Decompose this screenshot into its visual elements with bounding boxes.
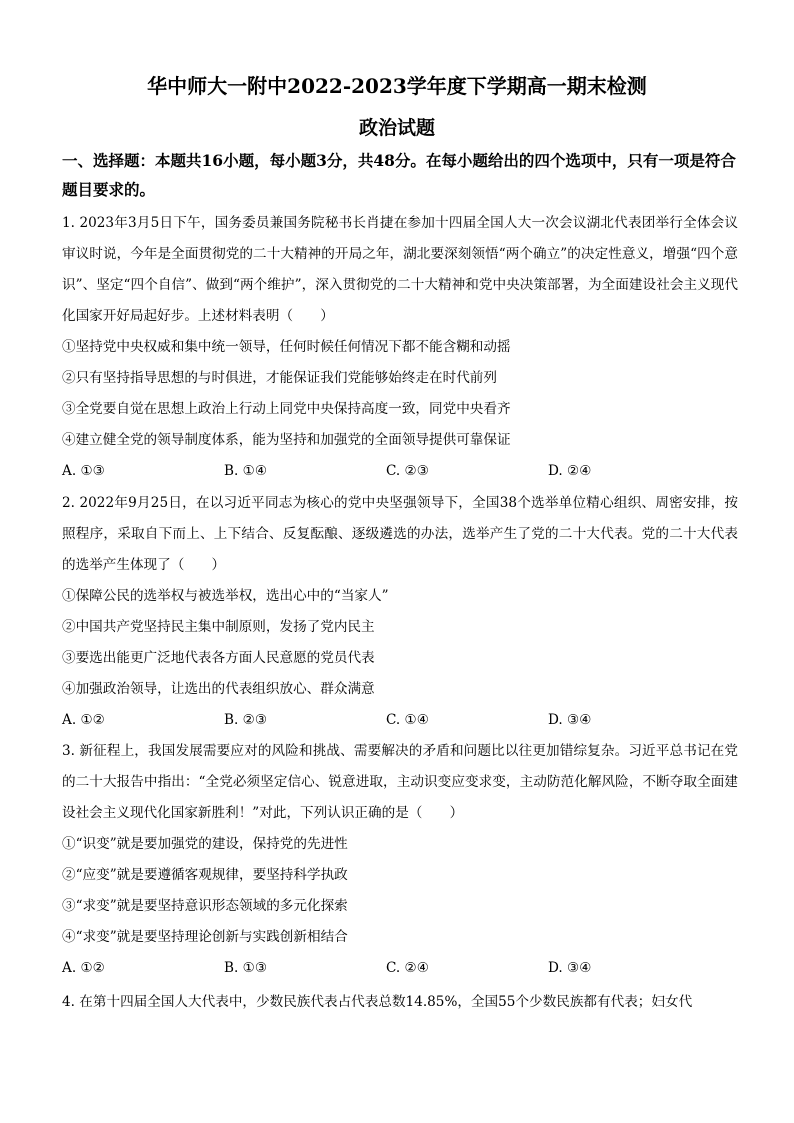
question-1: [62, 208, 738, 487]
statement-item: ①坚持党中央权威和集中统一领导，任何时候任何情况下都不能含糊和动摇: [62, 339, 511, 355]
question-stem: 2. 2022年9月25日，在以习近平同志为核心的党中央坚强领导下，全国38个选举单位精心组织、周密安排，按照程序，采取自下而上、上下结合、反复酝酿、逐级遴选的办法，选举产生了党的二十大代表。党的二十大代表的选举产生体现了（ ）: [62, 495, 738, 573]
question-3: [62, 736, 738, 984]
statement-item: ④建立健全党的领导制度体系，能为坚持和加强党的全面领导提供可靠保证: [62, 432, 511, 448]
exam-title: 华中师大一附中2022-2023学年度下学期高一期末检测: [147, 74, 647, 98]
statement-item: ④“求变”就是要坚持理论创新与实践创新相结合: [62, 929, 348, 945]
question-stem: 3. 新征程上，我国发展需要应对的风险和挑战、需要解决的矛盾和问题比以往更加错综复杂。习近平总书记在党的二十大报告中指出：“全党必须坚定信心、锐意进取，主动识变应变求变，主动防范化解风险，不断夺取全面建设社会主义现代化国家新胜利！”对此，下列认识正确的是（ ）: [62, 743, 738, 821]
choice-d: D. ③④: [548, 960, 592, 976]
answer-choices: [62, 705, 738, 736]
statement-item: ①保障公民的选举权与被选举权，选出心中的“当家人”: [62, 588, 389, 604]
answer-choices: [62, 456, 738, 487]
statement-item: ②只有坚持指导思想的与时俱进，才能保证我们党能够始终走在时代前列: [62, 370, 497, 386]
statement-item: ④加强政治领导，让选出的代表组织放心、群众满意: [62, 681, 375, 697]
statement-item: ②“应变”就是要遵循客观规律，要坚持科学执政: [62, 867, 348, 883]
statement-item: ②中国共产党坚持民主集中制原则，发扬了党内民主: [62, 619, 375, 635]
choice-a: A. ①②: [62, 712, 105, 728]
choice-d: D. ③④: [548, 712, 592, 728]
question-stem: 4. 在第十四届全国人大代表中，少数民族代表占代表总数14.85%，全国55个少数民族都有代表；妇女代: [62, 994, 693, 1010]
question-4: [62, 987, 738, 1018]
section-heading: 一、选择题：本题共16小题，每小题3分，共48分。在每小题给出的四个选项中，只有一项是符合题目要求的。: [62, 151, 736, 199]
statement-item: ③全党要自觉在思想上政治上行动上同党中央保持高度一致，同党中央看齐: [62, 401, 511, 417]
statement-item: ③要选出能更广泛地代表各方面人民意愿的党员代表: [62, 650, 375, 666]
choice-a: A. ①③: [62, 463, 105, 479]
statement-item: ①“识变”就是要加强党的建设，保持党的先进性: [62, 836, 348, 852]
choice-a: A. ①②: [62, 960, 105, 976]
choice-c: C. ②③: [386, 463, 429, 479]
answer-choices: [62, 953, 738, 984]
choice-c: C. ①④: [386, 712, 429, 728]
choice-b: B. ①④: [224, 463, 268, 479]
statement-item: ③“求变”就是要坚持意识形态领域的多元化探索: [62, 898, 348, 914]
choice-b: B. ①③: [224, 960, 268, 976]
question-stem: 1. 2023年3月5日下午，国务委员兼国务院秘书长肖捷在参加十四届全国人大一次会议湖北代表团举行全体会议审议时说，今年是全面贯彻党的二十大精神的开局之年，湖北要深刻领悟“两个确立”的决定性意义，增强“四个意识”、坚定“四个自信”、做到“两个维护”，深入贯彻党的二十大精神和党中央决策部署，为全面建设社会主义现代化国家开好局起好步。上述材料表明（ ）: [62, 215, 738, 324]
choice-d: D. ②④: [548, 463, 592, 479]
question-2: [62, 488, 738, 736]
exam-subject: 政治试题: [358, 117, 435, 139]
choice-c: C. ②④: [386, 960, 429, 976]
choice-b: B. ②③: [224, 712, 268, 728]
